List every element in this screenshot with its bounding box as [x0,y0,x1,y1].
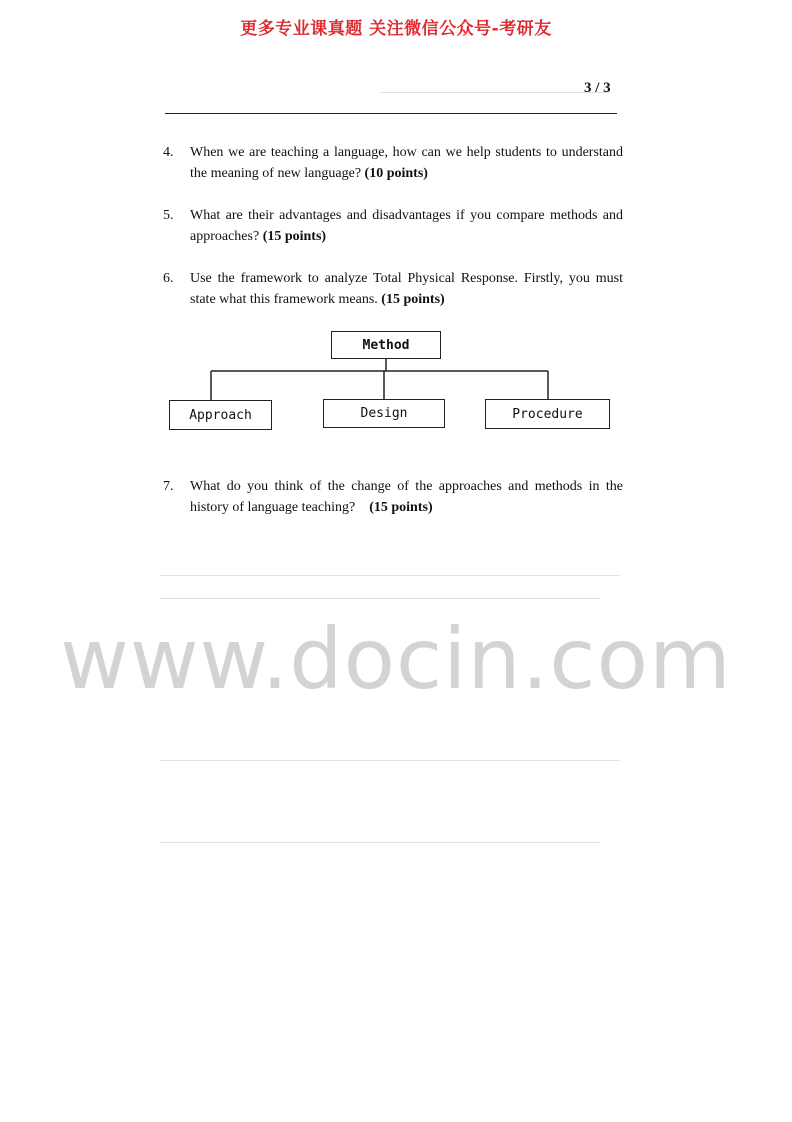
question-points: (15 points) [262,229,327,244]
diagram-node-procedure: Procedure [485,399,610,429]
question-points: (15 points) [369,500,433,515]
diagram-node-method: Method [331,331,441,359]
question-text: What are their advantages and disadvantages if you compare methods and approaches? [190,208,623,244]
page-number: 3 / 3 [584,80,611,96]
bleed-line [160,598,600,599]
question-text: Use the framework to analyze Total Physical Response. Firstly, you must state what this framework means. [190,271,623,307]
question-number: 4. [163,145,174,160]
header-rule [165,113,617,114]
question-4 [163,142,623,184]
question-6 [163,268,623,310]
question-text: When we are teaching a language, how can we help students to understand the meaning of new language? [190,145,623,181]
question-number: 7. [163,479,174,494]
top-banner: 更多专业课真题 关注微信公众号-考研友 [240,19,552,39]
question-7 [163,476,623,518]
question-number: 5. [163,208,174,223]
bleed-line [160,842,600,843]
diagram-node-design: Design [323,399,445,428]
question-number: 6. [163,271,174,286]
question-points: (15 points) [381,292,445,307]
diagram-node-approach: Approach [169,400,272,430]
question-points: (10 points) [364,166,428,181]
bleed-line [160,575,620,576]
question-5 [163,205,623,247]
question-text: What do you think of the change of the approaches and methods in the history of language teaching? [190,479,623,515]
bleed-line [160,760,620,761]
watermark: www.docin.com [60,610,732,708]
bleed-line [380,92,610,93]
